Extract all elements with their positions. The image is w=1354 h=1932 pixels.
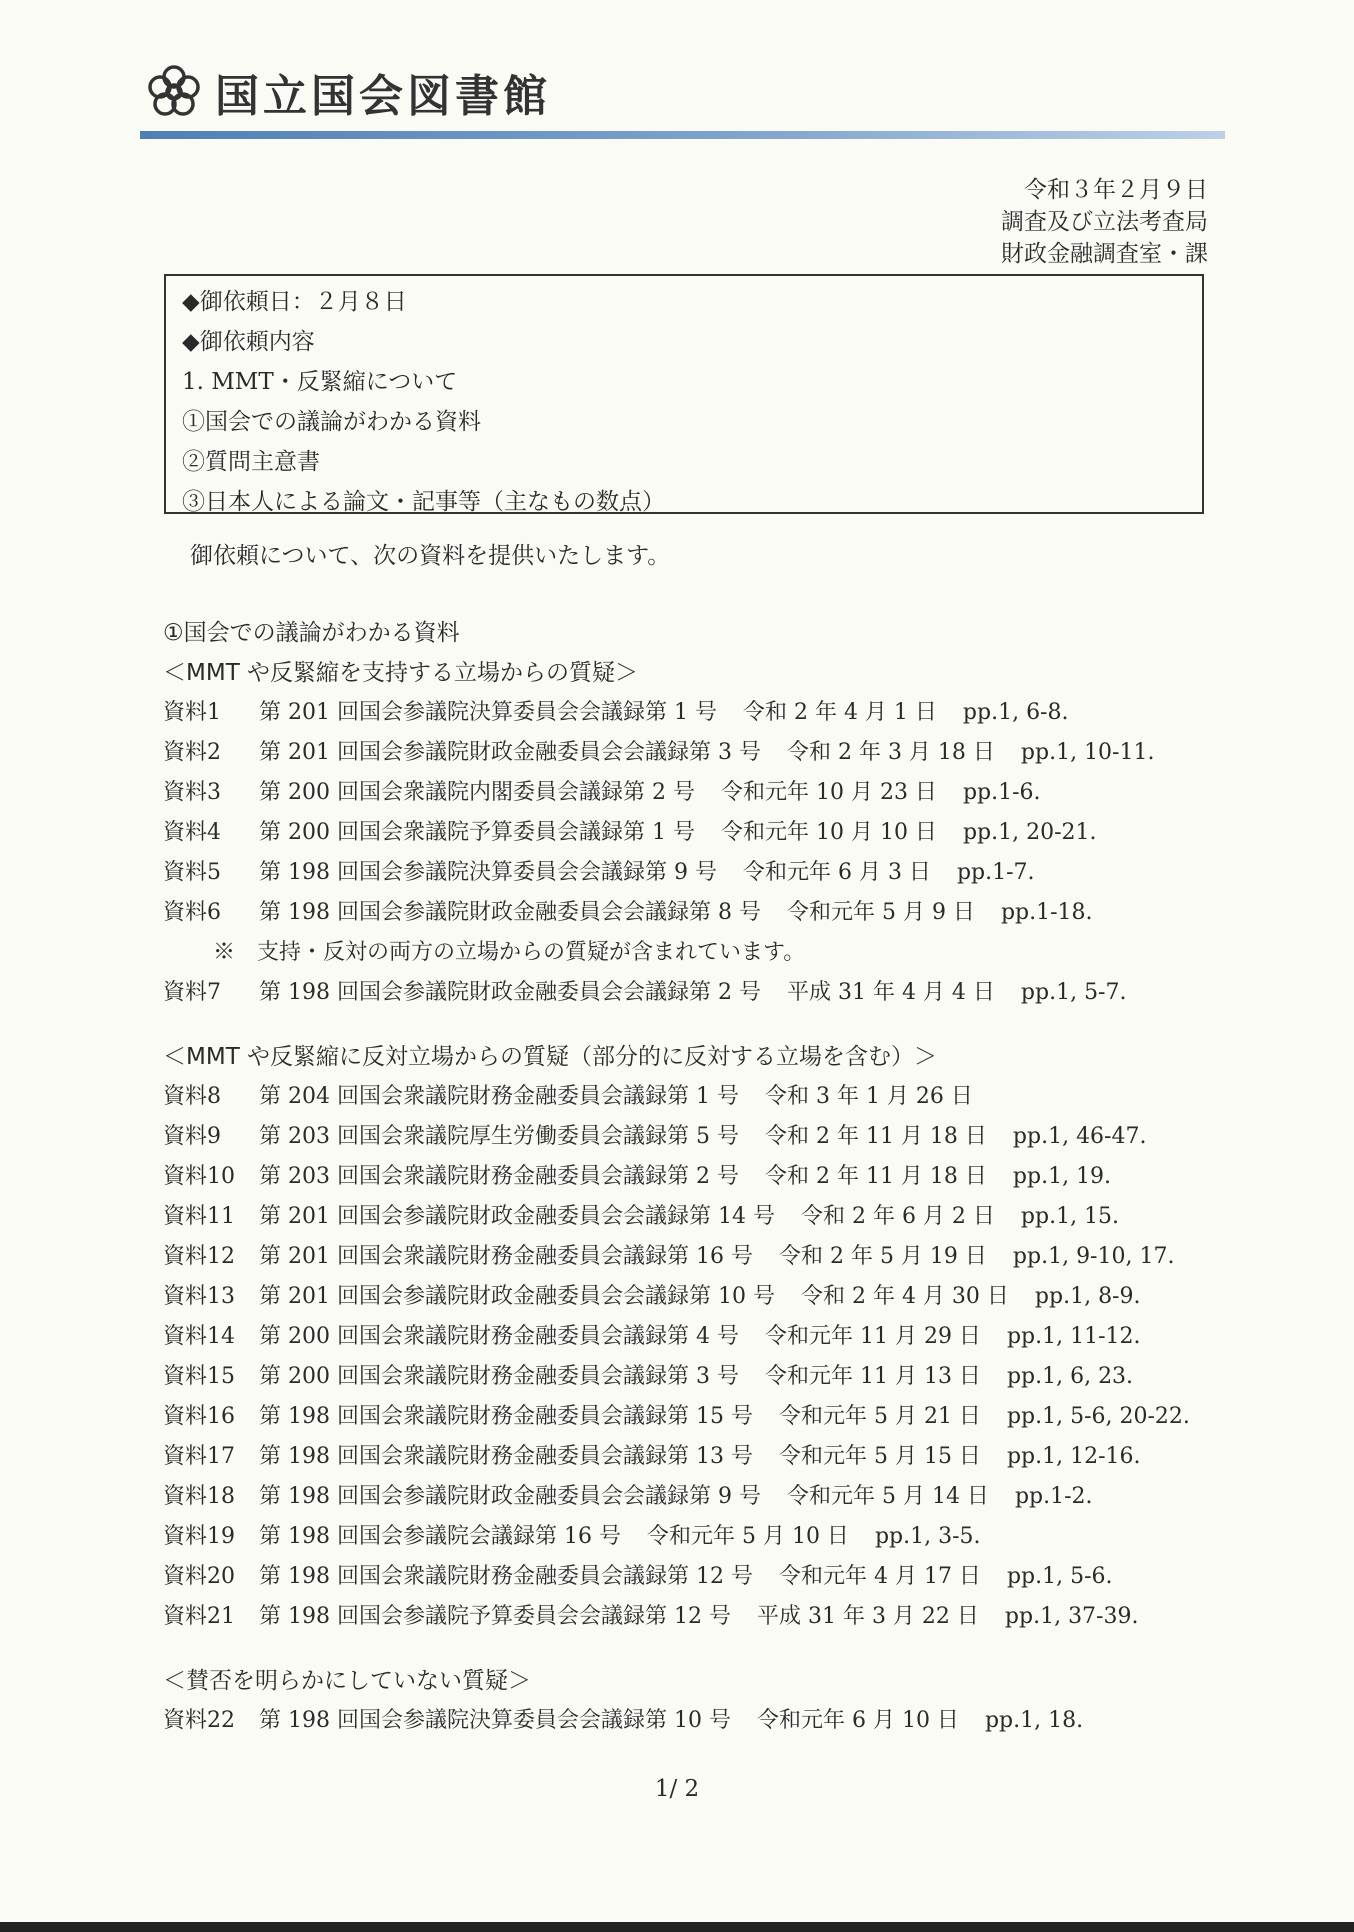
material-date: 令和元年 11 月 13 日 bbox=[764, 1364, 981, 1389]
material-row bbox=[163, 1077, 1263, 1117]
material-id: 資料4 bbox=[163, 820, 221, 845]
material-date: 令和元年 4 月 17 日 bbox=[778, 1564, 981, 1589]
material-id: 資料16 bbox=[163, 1404, 235, 1429]
material-pages: pp.1-7. bbox=[956, 860, 1035, 885]
material-title: 第 201 回国会衆議院財務金融委員会議録第 16 号 bbox=[259, 1244, 753, 1269]
material-row bbox=[163, 1701, 1263, 1741]
material-date: 令和 3 年 1 月 26 日 bbox=[764, 1084, 973, 1109]
material-date: 平成 31 年 3 月 22 日 bbox=[756, 1604, 979, 1629]
material-row bbox=[163, 813, 1263, 853]
material-row bbox=[163, 1597, 1263, 1637]
material-date: 令和元年 10 月 10 日 bbox=[720, 820, 937, 845]
material-pages: pp.1, 12-16. bbox=[1006, 1444, 1141, 1469]
issuer-block bbox=[1001, 174, 1208, 270]
support-list bbox=[163, 693, 1263, 933]
ndl-logo bbox=[145, 62, 551, 122]
material-date: 令和 2 年 4 月 30 日 bbox=[800, 1284, 1009, 1309]
material-id: 資料17 bbox=[163, 1444, 235, 1469]
material-id: 資料9 bbox=[163, 1124, 221, 1149]
material-row bbox=[163, 1437, 1263, 1477]
material-row bbox=[163, 1557, 1263, 1597]
bureau-name: 調査及び立法考査局 bbox=[1001, 209, 1208, 235]
material-title: 第 200 回国会衆議院内閣委員会議録第 2 号 bbox=[259, 780, 695, 805]
material-date: 令和 2 年 4 月 1 日 bbox=[742, 700, 937, 725]
group-heading-neutral: ＜賛否を明らかにしていない質疑＞ bbox=[163, 1668, 531, 1694]
support-list-after bbox=[163, 973, 1263, 1013]
division-name: 財政金融調査室・課 bbox=[1001, 241, 1208, 267]
material-pages: pp.1, 19. bbox=[1012, 1164, 1112, 1189]
material-row bbox=[163, 973, 1263, 1013]
material-id: 資料22 bbox=[163, 1708, 235, 1733]
material-pages: pp.1, 9-10, 17. bbox=[1012, 1244, 1175, 1269]
request-content-label: ◆御依頼内容 bbox=[182, 329, 315, 355]
material-pages: pp.1, 5-6, 20-22. bbox=[1006, 1404, 1190, 1429]
request-item: 1. MMT・反緊縮について bbox=[182, 369, 458, 395]
material-id: 資料3 bbox=[163, 780, 221, 805]
request-date: ◆御依頼日：２月８日 bbox=[182, 289, 407, 315]
material-row bbox=[163, 1397, 1263, 1437]
material-pages: pp.1-6. bbox=[962, 780, 1041, 805]
material-date: 令和元年 6 月 3 日 bbox=[742, 860, 931, 885]
spacer bbox=[163, 1013, 1263, 1037]
material-pages: pp.1, 15. bbox=[1020, 1204, 1120, 1229]
material-row bbox=[163, 1277, 1263, 1317]
material-title: 第 201 回国会参議院決算委員会会議録第 1 号 bbox=[259, 700, 717, 725]
material-id: 資料7 bbox=[163, 980, 221, 1005]
material-row bbox=[163, 773, 1263, 813]
group-heading-oppose: ＜MMT や反緊縮に反対立場からの質疑（部分的に反対する立場を含む）＞ bbox=[163, 1044, 938, 1070]
header-rule bbox=[140, 131, 1225, 139]
material-date: 令和元年 11 月 29 日 bbox=[764, 1324, 981, 1349]
material-row bbox=[163, 1477, 1263, 1517]
material-title: 第 203 回国会衆議院厚生労働委員会議録第 5 号 bbox=[259, 1124, 739, 1149]
ndl-flower-logo-icon bbox=[145, 63, 203, 121]
material-date: 令和元年 5 月 14 日 bbox=[786, 1484, 989, 1509]
material-id: 資料15 bbox=[163, 1364, 235, 1389]
material-date: 令和元年 5 月 9 日 bbox=[786, 900, 975, 925]
material-date: 令和 2 年 6 月 2 日 bbox=[800, 1204, 995, 1229]
material-id: 資料2 bbox=[163, 740, 221, 765]
material-title: 第 198 回国会参議院会議録第 16 号 bbox=[259, 1524, 621, 1549]
material-pages: pp.1, 6, 23. bbox=[1006, 1364, 1134, 1389]
section-title: ①国会での議論がわかる資料 bbox=[163, 620, 460, 646]
material-row bbox=[163, 693, 1263, 733]
material-row bbox=[163, 893, 1263, 933]
material-title: 第 198 回国会参議院財政金融委員会会議録第 2 号 bbox=[259, 980, 761, 1005]
material-title: 第 198 回国会参議院決算委員会会議録第 10 号 bbox=[259, 1708, 731, 1733]
material-date: 令和元年 5 月 15 日 bbox=[778, 1444, 981, 1469]
scan-edge-bar bbox=[0, 1922, 1354, 1932]
material-date: 令和元年 10 月 23 日 bbox=[720, 780, 937, 805]
material-id: 資料13 bbox=[163, 1284, 235, 1309]
material-id: 資料6 bbox=[163, 900, 221, 925]
group-heading-support: ＜MMT や反緊縮を支持する立場からの質疑＞ bbox=[163, 660, 639, 686]
material-title: 第 198 回国会参議院予算委員会会議録第 12 号 bbox=[259, 1604, 731, 1629]
material-row bbox=[163, 1357, 1263, 1397]
support-note: ※ 支持・反対の両方の立場からの質疑が含まれています。 bbox=[213, 940, 806, 965]
material-pages: pp.1, 8-9. bbox=[1034, 1284, 1141, 1309]
request-box bbox=[164, 274, 1204, 514]
material-pages: pp.1, 5-7. bbox=[1020, 980, 1127, 1005]
material-id: 資料12 bbox=[163, 1244, 235, 1269]
material-date: 令和元年 6 月 10 日 bbox=[756, 1708, 959, 1733]
materials-list bbox=[163, 613, 1263, 1741]
material-row bbox=[163, 1317, 1263, 1357]
material-title: 第 201 回国会参議院財政金融委員会会議録第 10 号 bbox=[259, 1284, 775, 1309]
material-title: 第 198 回国会参議院財政金融委員会会議録第 8 号 bbox=[259, 900, 761, 925]
material-title: 第 198 回国会衆議院財務金融委員会議録第 12 号 bbox=[259, 1564, 753, 1589]
logo-text: 国立国会図書館 bbox=[215, 71, 551, 122]
material-date: 令和 2 年 11 月 18 日 bbox=[764, 1164, 987, 1189]
material-pages: pp.1, 11-12. bbox=[1006, 1324, 1141, 1349]
request-subitem: ②質問主意書 bbox=[182, 449, 320, 475]
material-row bbox=[163, 853, 1263, 893]
material-row bbox=[163, 1197, 1263, 1237]
material-date: 令和 2 年 11 月 18 日 bbox=[764, 1124, 987, 1149]
material-id: 資料10 bbox=[163, 1164, 235, 1189]
material-date: 平成 31 年 4 月 4 日 bbox=[786, 980, 995, 1005]
material-date: 令和元年 5 月 21 日 bbox=[778, 1404, 981, 1429]
material-row bbox=[163, 733, 1263, 773]
request-subitem: ③日本人による論文・記事等（主なもの数点） bbox=[182, 489, 665, 515]
material-pages: pp.1, 20-21. bbox=[962, 820, 1097, 845]
material-title: 第 200 回国会衆議院財務金融委員会議録第 4 号 bbox=[259, 1324, 739, 1349]
material-title: 第 200 回国会衆議院予算委員会議録第 1 号 bbox=[259, 820, 695, 845]
material-pages: pp.1, 10-11. bbox=[1020, 740, 1155, 765]
material-title: 第 204 回国会衆議院財務金融委員会議録第 1 号 bbox=[259, 1084, 739, 1109]
request-subitem: ①国会での議論がわかる資料 bbox=[182, 409, 481, 435]
material-pages: pp.1, 3-5. bbox=[874, 1524, 981, 1549]
material-id: 資料21 bbox=[163, 1604, 235, 1629]
material-id: 資料18 bbox=[163, 1484, 235, 1509]
intro-text: 御依頼について、次の資料を提供いたします。 bbox=[190, 543, 671, 569]
material-pages: pp.1, 18. bbox=[984, 1708, 1084, 1733]
material-title: 第 200 回国会衆議院財務金融委員会議録第 3 号 bbox=[259, 1364, 739, 1389]
material-title: 第 198 回国会参議院決算委員会会議録第 9 号 bbox=[259, 860, 717, 885]
material-pages: pp.1, 46-47. bbox=[1012, 1124, 1147, 1149]
material-id: 資料14 bbox=[163, 1324, 235, 1349]
material-row bbox=[163, 1517, 1263, 1557]
material-id: 資料19 bbox=[163, 1524, 235, 1549]
material-title: 第 201 回国会参議院財政金融委員会会議録第 14 号 bbox=[259, 1204, 775, 1229]
material-title: 第 198 回国会参議院財政金融委員会会議録第 9 号 bbox=[259, 1484, 761, 1509]
material-date: 令和元年 5 月 10 日 bbox=[646, 1524, 849, 1549]
spacer bbox=[163, 1637, 1263, 1661]
material-title: 第 203 回国会衆議院財務金融委員会議録第 2 号 bbox=[259, 1164, 739, 1189]
material-id: 資料11 bbox=[163, 1204, 235, 1229]
material-row bbox=[163, 1117, 1263, 1157]
material-pages: pp.1-18. bbox=[1000, 900, 1093, 925]
oppose-list bbox=[163, 1077, 1263, 1637]
material-pages: pp.1, 6-8. bbox=[962, 700, 1069, 725]
page-number: 1/ 2 bbox=[654, 1776, 700, 1802]
material-id: 資料8 bbox=[163, 1084, 221, 1109]
material-date: 令和 2 年 3 月 18 日 bbox=[786, 740, 995, 765]
material-id: 資料20 bbox=[163, 1564, 235, 1589]
material-title: 第 201 回国会参議院財政金融委員会会議録第 3 号 bbox=[259, 740, 761, 765]
material-pages: pp.1, 37-39. bbox=[1004, 1604, 1139, 1629]
issue-date: 令和３年２月９日 bbox=[1024, 177, 1208, 203]
material-pages: pp.1, 5-6. bbox=[1006, 1564, 1113, 1589]
material-title: 第 198 回国会衆議院財務金融委員会議録第 15 号 bbox=[259, 1404, 753, 1429]
material-date: 令和 2 年 5 月 19 日 bbox=[778, 1244, 987, 1269]
material-row bbox=[163, 1237, 1263, 1277]
material-id: 資料1 bbox=[163, 700, 221, 725]
material-id: 資料5 bbox=[163, 860, 221, 885]
material-row bbox=[163, 1157, 1263, 1197]
neutral-list bbox=[163, 1701, 1263, 1741]
material-pages: pp.1-2. bbox=[1014, 1484, 1093, 1509]
material-title: 第 198 回国会衆議院財務金融委員会議録第 13 号 bbox=[259, 1444, 753, 1469]
